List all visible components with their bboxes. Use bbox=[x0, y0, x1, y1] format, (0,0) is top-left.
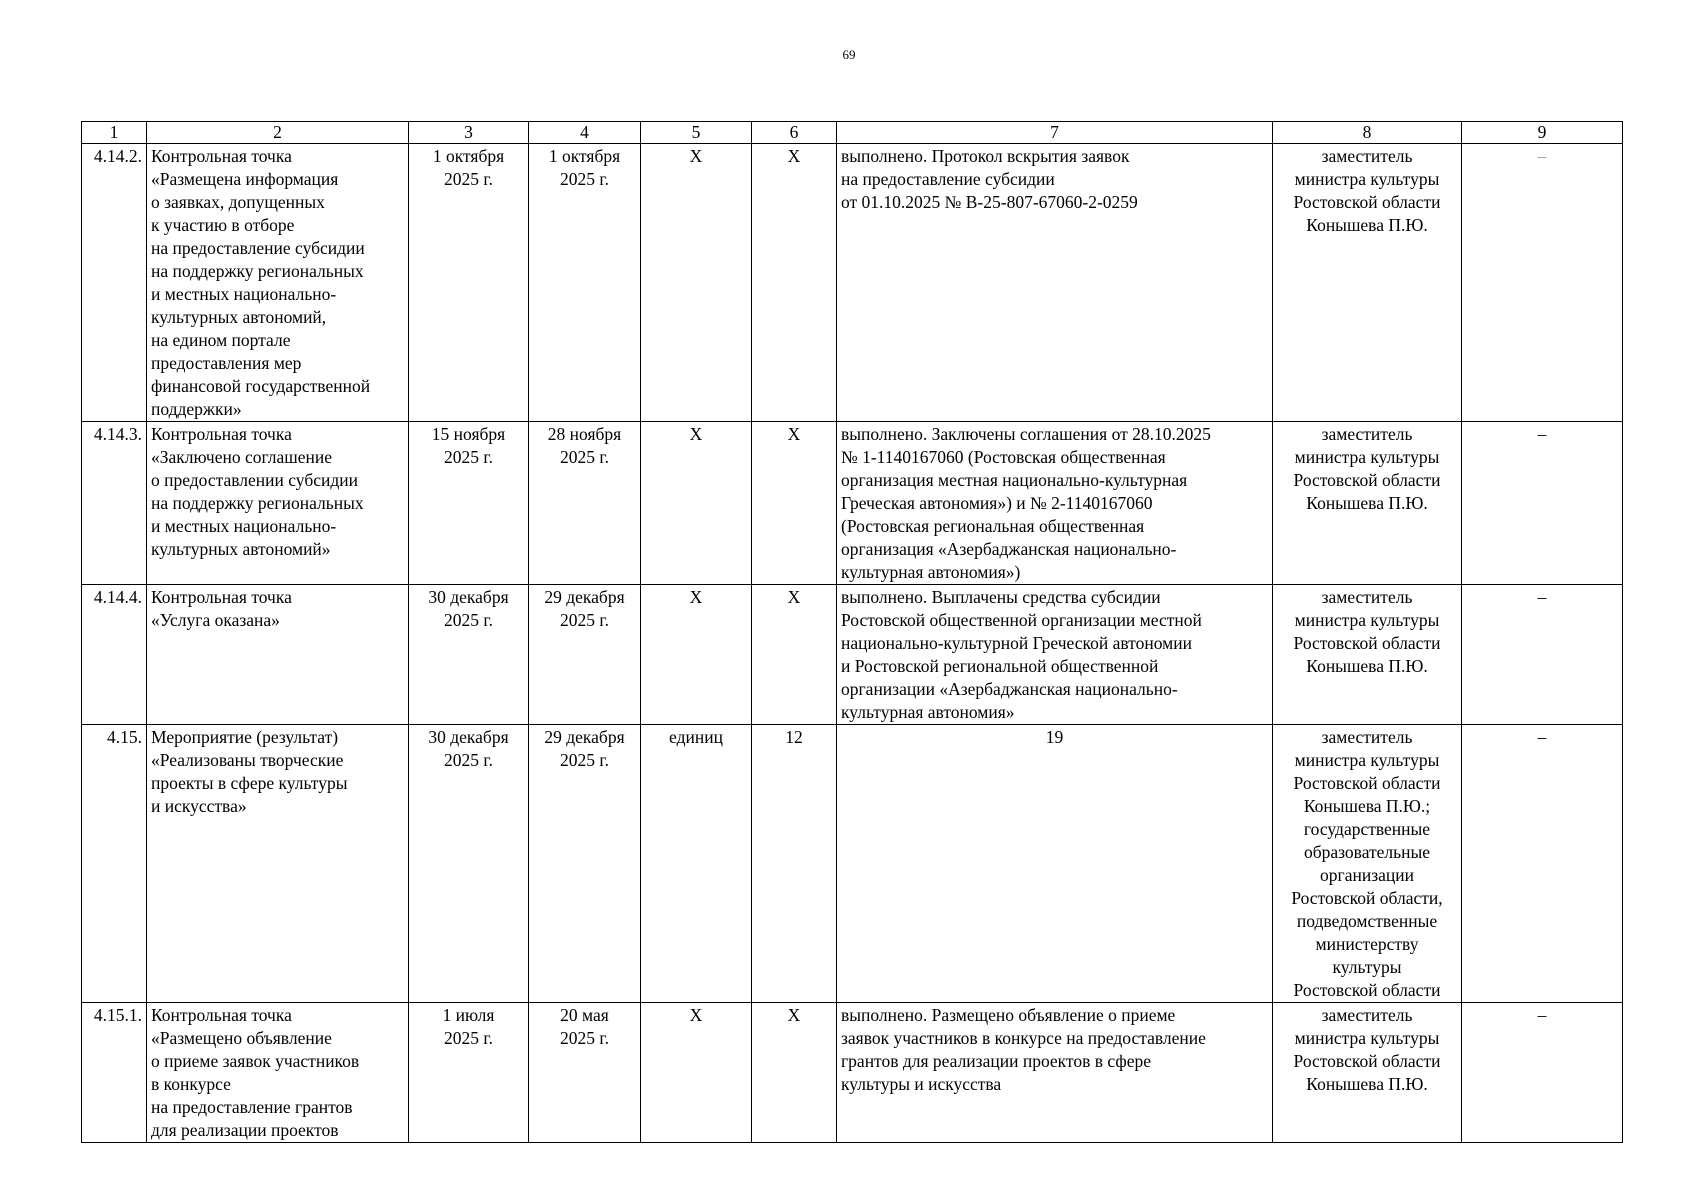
report-table bbox=[81, 121, 1623, 1143]
note: – bbox=[1462, 144, 1623, 422]
row-number: 4.14.2. bbox=[82, 144, 147, 422]
fact-date: 29 декабря 2025 г. bbox=[529, 725, 641, 1003]
result: выполнено. Размещено объявление о приеме заявок участников в конкурсе на предоставление грантов для реализации проектов в сфере культуры и искусства bbox=[837, 1003, 1273, 1143]
event-name: Контрольная точка «Размещена информация о заявках, допущенных к участию в отборе на предоставление субсидии на поддержку региональных и местных национально- культурных автономий, на едином портале предоставления мер финансовой государственной поддержки» bbox=[147, 144, 409, 422]
fact-date: 1 октября 2025 г. bbox=[529, 144, 641, 422]
header-cell: 6 bbox=[752, 122, 837, 144]
table-row bbox=[82, 585, 1623, 725]
event-name: Контрольная точка «Заключено соглашение о предоставлении субсидии на поддержку региональных и местных национально- культурных автономий» bbox=[147, 422, 409, 585]
fact-date: 28 ноября 2025 г. bbox=[529, 422, 641, 585]
unit: Х bbox=[641, 1003, 752, 1143]
plan-date: 1 октября 2025 г. bbox=[409, 144, 529, 422]
table-row bbox=[82, 1003, 1623, 1143]
result: выполнено. Заключены соглашения от 28.10.2025 № 1-1140167060 (Ростовская общественная организация местная национально-культурная Греческая автономия») и № 2-1140167060 (Ростовская региональная общественная организация «Азербаджанская национально- культурная автономия») bbox=[837, 422, 1273, 585]
row-number: 4.15.1. bbox=[82, 1003, 147, 1143]
event-name: Мероприятие (результат) «Реализованы творческие проекты в сфере культуры и искусства» bbox=[147, 725, 409, 1003]
unit: Х bbox=[641, 144, 752, 422]
header-cell: 4 bbox=[529, 122, 641, 144]
event-name: Контрольная точка «Размещено объявление о приеме заявок участников в конкурсе на предоставление грантов для реализации проектов bbox=[147, 1003, 409, 1143]
unit: Х bbox=[641, 422, 752, 585]
responsible: заместитель министра культуры Ростовской области Конышева П.Ю.; государственные образовательные организации Ростовской области, подведомственные министерству культуры Ростовской области bbox=[1273, 725, 1462, 1003]
result: выполнено. Выплачены средства субсидии Ростовской общественной организации местной национально-культурной Греческой автономии и Ростовской региональной общественной организации «Азербаджанская национально- культурная автономия» bbox=[837, 585, 1273, 725]
row-number: 4.14.4. bbox=[82, 585, 147, 725]
responsible: заместитель министра культуры Ростовской области Конышева П.Ю. bbox=[1273, 585, 1462, 725]
header-cell: 1 bbox=[82, 122, 147, 144]
row-number: 4.15. bbox=[82, 725, 147, 1003]
event-name: Контрольная точка «Услуга оказана» bbox=[147, 585, 409, 725]
plan-date: 1 июля 2025 г. bbox=[409, 1003, 529, 1143]
fact-date: 29 декабря 2025 г. bbox=[529, 585, 641, 725]
note: – bbox=[1462, 1003, 1623, 1143]
note: – bbox=[1462, 585, 1623, 725]
table-row bbox=[82, 144, 1623, 422]
header-cell: 7 bbox=[837, 122, 1273, 144]
value: Х bbox=[752, 422, 837, 585]
header-cell: 3 bbox=[409, 122, 529, 144]
value: Х bbox=[752, 144, 837, 422]
fact-date: 20 мая 2025 г. bbox=[529, 1003, 641, 1143]
header-row bbox=[82, 122, 1623, 144]
header-cell: 8 bbox=[1273, 122, 1462, 144]
result: выполнено. Протокол вскрытия заявок на предоставление субсидии от 01.10.2025 № В-25-807-67060-2-0259 bbox=[837, 144, 1273, 422]
header-cell: 9 bbox=[1462, 122, 1623, 144]
row-number: 4.14.3. bbox=[82, 422, 147, 585]
unit: единиц bbox=[641, 725, 752, 1003]
plan-date: 30 декабря 2025 г. bbox=[409, 585, 529, 725]
table-row bbox=[82, 725, 1623, 1003]
value: Х bbox=[752, 1003, 837, 1143]
unit: Х bbox=[641, 585, 752, 725]
page-number: 69 bbox=[842, 47, 856, 62]
responsible: заместитель министра культуры Ростовской области Конышева П.Ю. bbox=[1273, 1003, 1462, 1143]
plan-date: 15 ноября 2025 г. bbox=[409, 422, 529, 585]
note: – bbox=[1462, 725, 1623, 1003]
header-cell: 2 bbox=[147, 122, 409, 144]
value: 12 bbox=[752, 725, 837, 1003]
responsible: заместитель министра культуры Ростовской области Конышева П.Ю. bbox=[1273, 144, 1462, 422]
table-row bbox=[82, 422, 1623, 585]
value: Х bbox=[752, 585, 837, 725]
header-cell: 5 bbox=[641, 122, 752, 144]
note: – bbox=[1462, 422, 1623, 585]
responsible: заместитель министра культуры Ростовской области Конышева П.Ю. bbox=[1273, 422, 1462, 585]
plan-date: 30 декабря 2025 г. bbox=[409, 725, 529, 1003]
result: 19 bbox=[837, 725, 1273, 1003]
